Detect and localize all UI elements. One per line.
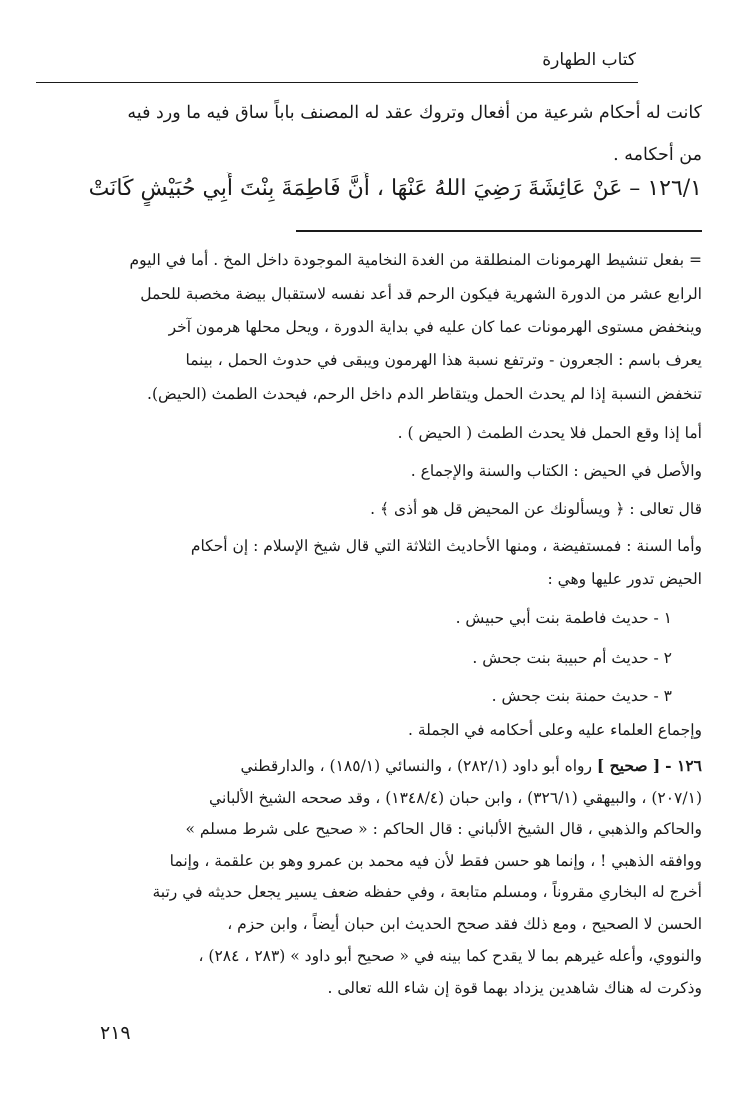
takhrij-line: الحسن لا الصحيح ، ومع ذلك فقد صحح الحديث ابن حبان أيضاً ، وابن حزم ، [227, 915, 702, 933]
header-rule [36, 82, 638, 83]
footnote-paragraph: وإجماع العلماء عليه وعلى أحكامه في الجملة . [407, 721, 702, 739]
takhrij-line: ووافقه الذهبي ! ، وإنما هو حسن فقط لأن فيه محمد بن عمرو وهو بن علقمة ، وإنما [169, 852, 702, 870]
takhrij-line: أخرج له البخاري مقروناً ، ومسلم متابعة ، وفي حفظه ضعف يسير يجعل حديثه في رتبة [152, 883, 702, 901]
takhrij-first-line [34, 754, 702, 778]
takhrij-line: (٢٠٧/١) ، والبيهقي (٣٢٦/١) ، وابن حبان (١٣٤٨/٤) ، وقد صححه الشيخ الألباني [209, 789, 702, 807]
footnote-line: الرابع عشر من الدورة الشهرية فيكون الرحم قد أعد نفسه لاستقبال بيضة مخصبة للحمل [140, 285, 702, 303]
main-text-line: كانت له أحكام شرعية من أفعال وتروك عقد له المصنف باباً ساق فيه ما ورد فيه [127, 103, 702, 123]
footnote-line: وينخفض مستوى الهرمونات عما كان عليه في بداية الدورة ، ويحل محلها هرمون آخر [168, 318, 702, 336]
takhrij-line: والحاكم والذهبي ، قال الشيخ الألباني : قال الحاكم : « صحيح على شرط مسلم » [185, 820, 702, 838]
takhrij-number: ١٢٦ - [665, 756, 702, 775]
footnote-separator [296, 230, 702, 232]
takhrij-line: والنووي، وأعله غيرهم بما لا يقدح كما بينه في « صحيح أبو داود » (٢٨٣ ، ٢٨٤) ، [198, 947, 702, 965]
footnote-paragraph: والأصل في الحيض : الكتاب والسنة والإجماع . [410, 462, 702, 480]
takhrij-text: رواه أبو داود (٢٨٢/١) ، والنسائي (١٨٥/١) ، والدارقطني [240, 757, 592, 775]
page-number: ٢١٩ [100, 1022, 131, 1044]
footnote-paragraph: أما إذا وقع الحمل فلا يحدث الطمث ( الحيض ) . [397, 424, 702, 442]
hadith-text: ١٢٦/١ – عَنْ عَائِشَةَ رَضِيَ اللهُ عَنْهَا ، أَنَّ فَاطِمَةَ بِنْتَ أَبِي حُبَيْشٍ كَانَتْ [88, 176, 702, 201]
grade-label: [ صحيح ] [596, 756, 661, 775]
takhrij-line: وذكرت له هناك شاهدين يزداد بهما قوة إن شاء الله تعالى . [327, 979, 702, 997]
main-text-line: من أحكامه . [613, 145, 702, 165]
footnote-paragraph: الحيض تدور عليها وهي : [547, 570, 702, 588]
list-item: ١ - حديث فاطمة بنت أبي حبيش . [455, 609, 672, 627]
footnote-line: = بفعل تنشيط الهرمونات المنطلقة من الغدة النخامية الموجودة داخل المخ . أما في اليوم [129, 251, 702, 269]
list-item: ٣ - حديث حمنة بنت جحش . [491, 687, 672, 705]
footnote-paragraph: وأما السنة : فمستفيضة ، ومنها الأحاديث الثلاثة التي قال شيخ الإسلام : إن أحكام [190, 537, 702, 555]
running-header: كتاب الطهارة [542, 50, 636, 70]
footnote-line: يعرف باسم : الجعرون - وترتفع نسبة هذا الهرمون ويبقى في حدوث الحمل ، بينما [185, 351, 702, 369]
footnote-paragraph: قال تعالى : ﴿ ويسألونك عن المحيض قل هو أذى ﴾ . [370, 500, 702, 518]
list-item: ٢ - حديث أم حبيبة بنت جحش . [472, 649, 672, 667]
footnote-line: تنخفض النسبة إذا لم يحدث الحمل ويتقاطر الدم داخل الرحم، فيحدث الطمث (الحيض). [147, 385, 702, 403]
